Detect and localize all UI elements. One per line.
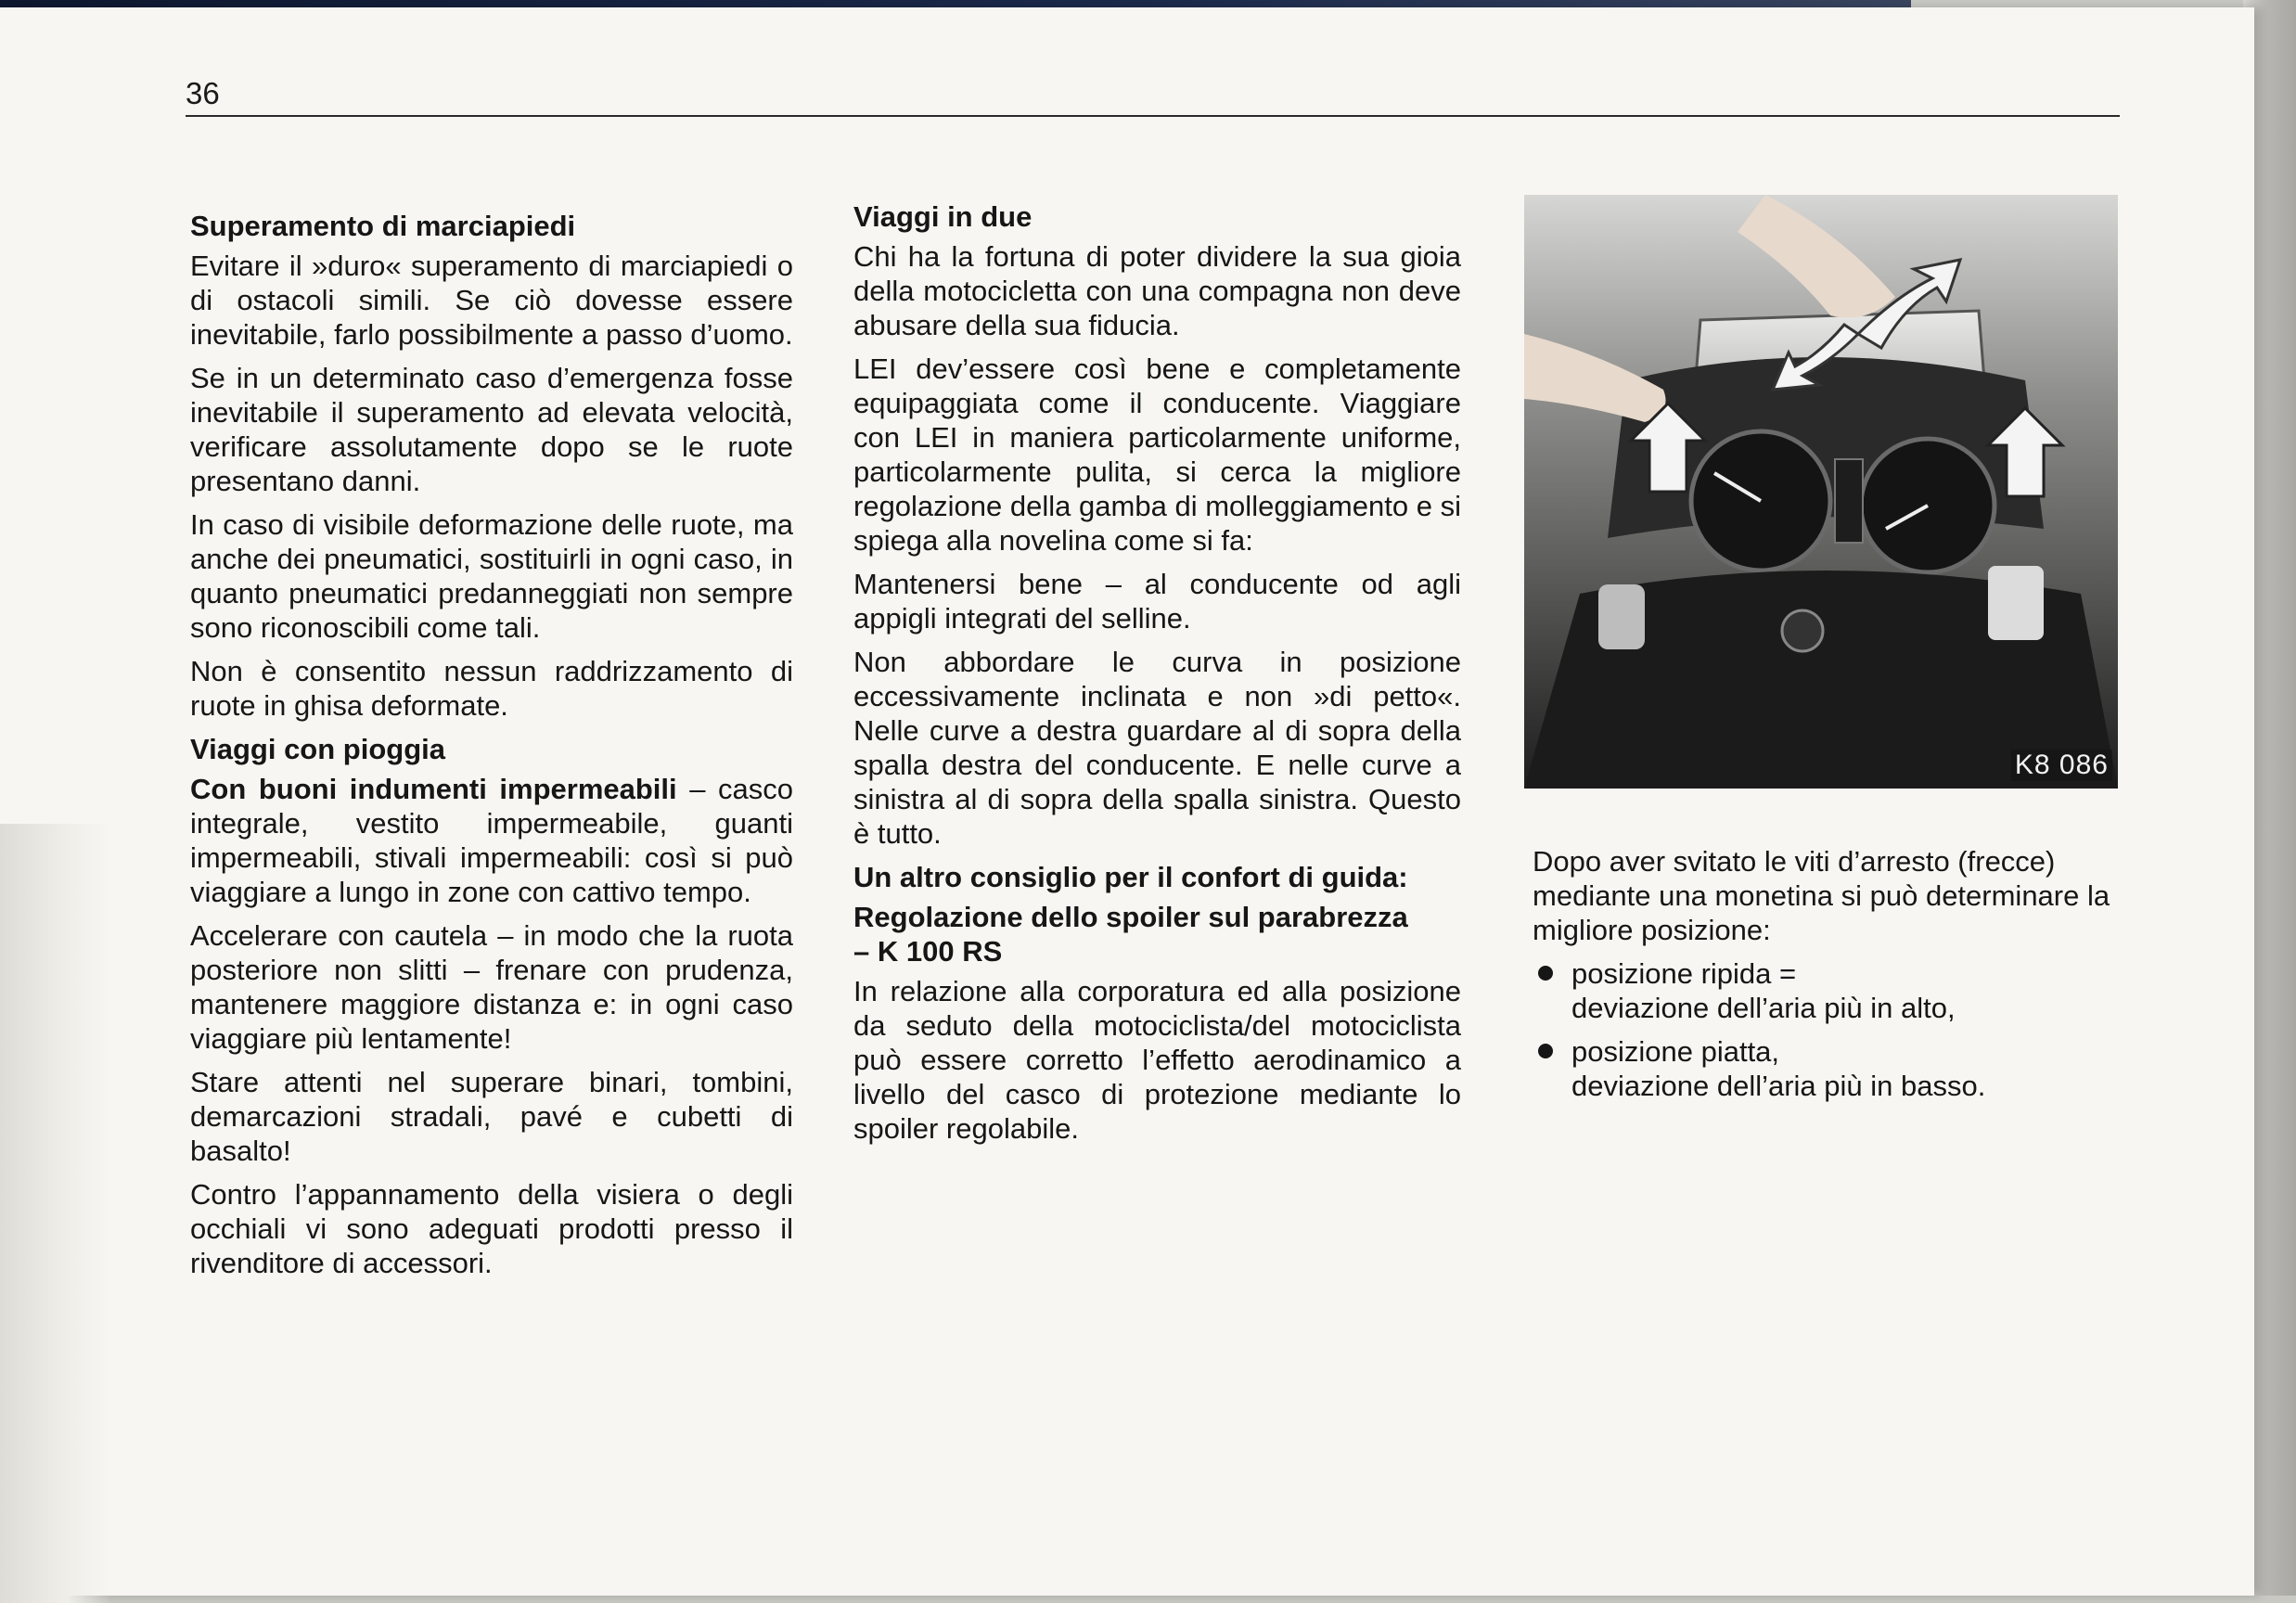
paragraph: Chi ha la fortuna di poter dividere la sua gioia della motocicletta con una compagna non deve abusare della sua fiducia.: [853, 240, 1461, 341]
heading-pioggia: Viaggi con pioggia: [190, 733, 446, 765]
header-rule: [186, 115, 2120, 117]
bullet-line: posizione piatta,: [1571, 1035, 1780, 1068]
column-left: [190, 209, 793, 1289]
heading-marciapiedi: Superamento di marciapiedi: [190, 210, 576, 242]
paragraph-rest: – casco integrale, vestito impermeabile, guanti impermeabili, stivali impermeabili: così si può viaggiare a lungo in zone con cattivo tempo.: [190, 773, 793, 908]
list-item: [1533, 956, 2136, 1025]
page-gutter: [0, 824, 111, 1603]
paragraph: [190, 772, 793, 909]
column-middle: [853, 199, 1461, 1155]
paragraph: Mantenersi bene – al conducente od agli appigli integrati del selline.: [853, 568, 1461, 635]
bullet-line: deviazione dell’aria più in basso.: [1571, 1070, 1986, 1102]
paragraph: LEI dev’essere così bene e completamente equipaggiata come il conducente. Viaggiare con LEI in maniera particolarmente uniforme, particolarmente pulita, si cerca la migliore regolazione della gamba di molleggiamento e si spiega alla novelina come si fa:: [853, 353, 1461, 557]
bullet-list: [1533, 956, 2136, 1103]
column-right: [1533, 844, 2136, 1112]
bullet-icon: [1538, 966, 1553, 981]
dashboard-photo: [1524, 195, 2118, 789]
paragraph: Non abbordare le curva in posizione eccessivamente inclinata e non »di petto«. Nelle curve a destra guardare al di sopra della spalla destra del conducente. E nelle curve a sinistra al di sopra della spalla sinistra. Questo è tutto.: [853, 646, 1461, 850]
paragraph: Non è consentito nessun raddrizzamento di ruote in ghisa deformate.: [190, 655, 793, 722]
bullet-line: posizione ripida =: [1571, 957, 1797, 990]
bullet-icon: [1538, 1044, 1553, 1058]
paragraph: Accelerare con cautela – in modo che la ruota posteriore non slitti – frenare con prudenza, mantenere maggiore distanza e: in ogni caso viaggiare più lentamente!: [190, 919, 793, 1055]
paragraph-lead: Con buoni indumenti impermeabili: [190, 773, 677, 805]
figure-code: K8 086: [2011, 750, 2112, 781]
paragraph: Se in un determinato caso d’emergenza fosse inevitabile il superamento ad elevata velocità, verificare assolutamente dopo se le ruote presentano danni.: [190, 362, 793, 497]
motorcycle-dashboard-icon: [1524, 195, 2118, 789]
paragraph: Contro l’appannamento della visiera o degli occhiali vi sono adeguati prodotti presso il rivenditore di accessori.: [190, 1178, 793, 1279]
paragraph: Stare attenti nel superare binari, tombini, demarcazioni stradali, pavé e cubetti di basalto!: [190, 1066, 793, 1167]
heading-spoiler: Regolazione dello spoiler sul parabrezza: [853, 901, 1408, 933]
list-item: [1533, 1034, 2136, 1103]
heading-spoiler-model: – K 100 RS: [853, 935, 1003, 968]
bullet-line: deviazione dell’aria più in alto,: [1571, 992, 1956, 1024]
paragraph: In caso di visibile deformazione delle ruote, ma anche dei pneumatici, sostituirli in ogni caso, in quanto pneumatici predanneggiati non sempre sono riconoscibili come tali.: [190, 508, 793, 644]
paragraph: Dopo aver svitato le viti d’arresto (frecce) mediante una monetina si può determinare la migliore posizione:: [1533, 845, 2110, 946]
paragraph: In relazione alla corporatura ed alla posizione da seduto della motociclista/del motociclista può essere corretto l’effetto aerodinamico a livello del casco di protezione mediante lo spoiler regolabile.: [853, 975, 1461, 1145]
paragraph: Evitare il »duro« superamento di marciapiedi o di ostacoli simili. Se ciò dovesse essere inevitabile, farlo possibilmente a passo d’uomo.: [190, 250, 793, 351]
heading-viaggi-in-due: Viaggi in due: [853, 200, 1033, 233]
page-number: 36: [186, 76, 220, 110]
heading-consiglio: Un altro consiglio per il confort di guida:: [853, 861, 1408, 893]
